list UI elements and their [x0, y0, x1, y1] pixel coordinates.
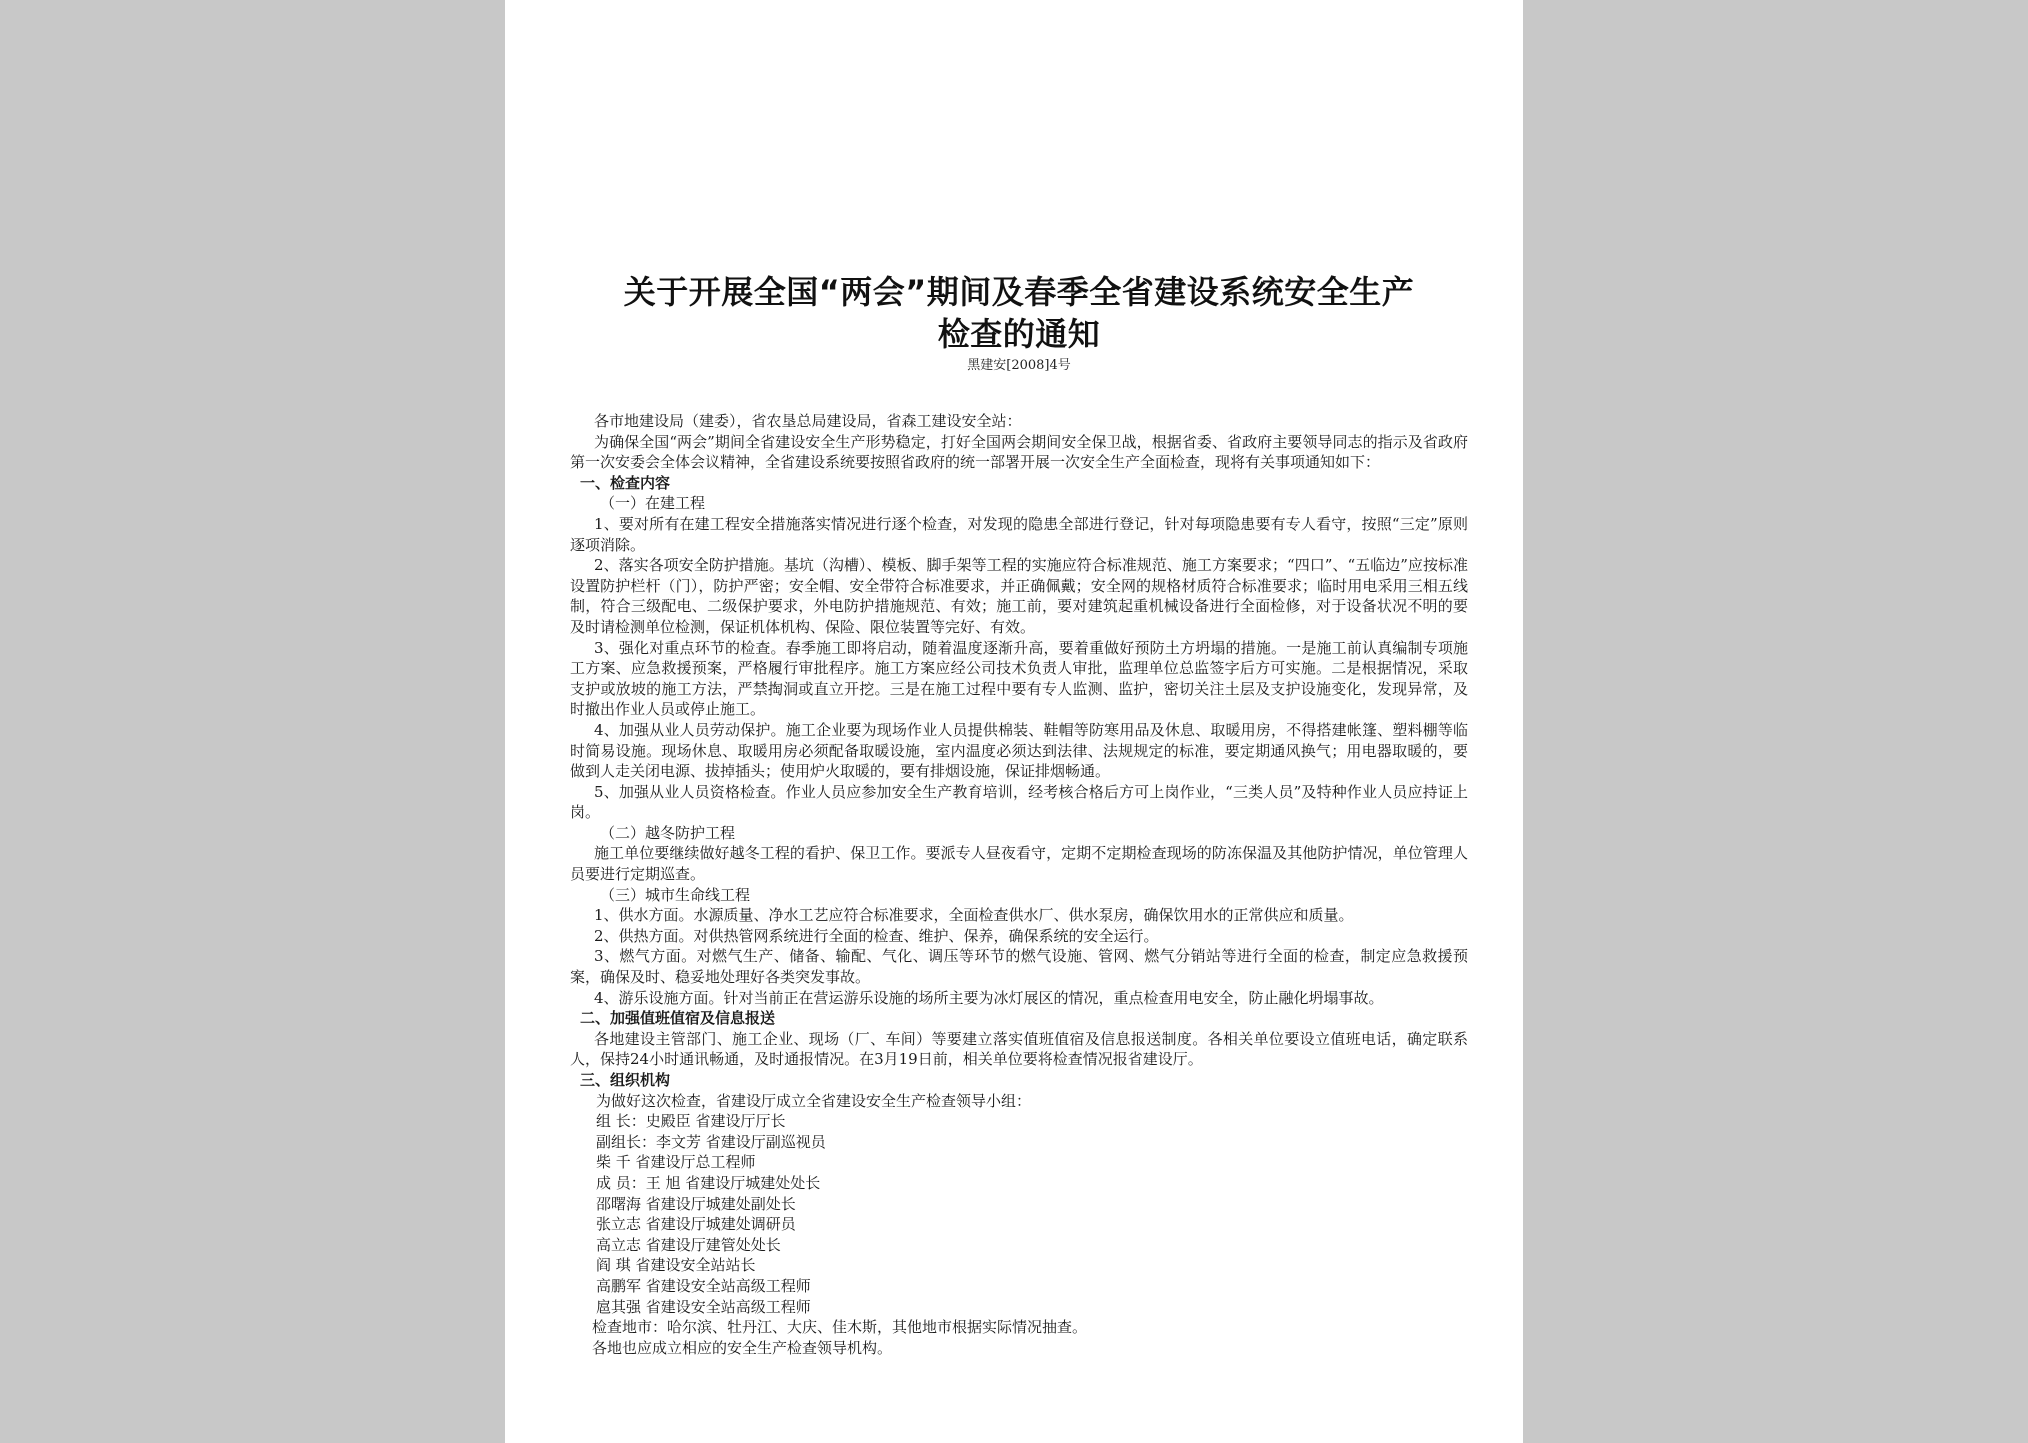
section-3-intro: 为做好这次检查，省建设厅成立全省建设安全生产检查领导小组：: [596, 1091, 1032, 1110]
title-line-1: 关于开展全国“两会”期间及春季全省建设系统安全生产: [623, 273, 1415, 311]
subsection-heading-3: （三）城市生命线工程: [600, 885, 751, 904]
paragraph-1-3: 3、强化对重点环节的检查。春季施工即将启动，随着温度逐渐升高，要着重做好预防土方坍塌的措施。一是施工前认真编制专项施工方案、应急救援预案，严格履行审批程序。施工方案应经公司技术负责人审批，监理单位总监签字后方可实施。二是根据情况，采取支护或放坡的施工方法，严禁掏洞或直立开挖。三是在施工过程中要有专人监测、监护，密切关注土层及支护设施变化，发现异常，及时撤出作业人员或停止施工。: [570, 638, 1468, 719]
paragraph-3-2: 2、供热方面。对供热管网系统进行全面的检查、维护、保养，确保系统的安全运行。: [594, 926, 1159, 945]
member-line: 高立志 省建设厅建管处处长: [596, 1235, 781, 1254]
section-heading-1: 一、检查内容: [580, 473, 671, 492]
member-line: 成 员：王 旭 省建设厅城建处处长: [596, 1173, 821, 1192]
section-heading-3: 三、组织机构: [580, 1071, 671, 1089]
paragraph-1-4: 4、加强从业人员劳动保护。施工企业要为现场作业人员提供棉装、鞋帽等防寒用品及休息、取暖用房，不得搭建帐篷、塑料棚等临时简易设施。现场休息、取暖用房必须配备取暖设施，室内温度必须达到法律、法规规定的标准，要定期通风换气；用电器取暖的，要做到人走关闭电源、拔掉插头；使用炉火取暖的，要有排烟设施，保证排烟畅通。: [570, 720, 1468, 781]
member-line: 扈其强 省建设安全站高级工程师: [596, 1297, 811, 1316]
member-line: 组 长：史殿臣 省建设厅厅长: [596, 1112, 786, 1131]
subsection-heading-1: （一）在建工程: [600, 494, 706, 513]
paragraph-1-5: 5、加强从业人员资格检查。作业人员应参加安全生产教育培训，经考核合格后方可上岗作业，“三类人员”及特种作业人员应持证上岗。: [570, 782, 1468, 822]
member-line: 阎 琪 省建设安全站站长: [596, 1256, 756, 1275]
paragraph-1-1: 1、要对所有在建工程安全措施落实情况进行逐个检查，对发现的隐患全部进行登记，针对每项隐患要有专人看守，按照“三定”原则逐项消除。: [570, 514, 1468, 554]
document-title: [570, 271, 1468, 355]
document-body: [570, 411, 1468, 1358]
member-line: 张立志 省建设厅城建处调研员: [596, 1215, 796, 1234]
subsection-heading-2: （二）越冬防护工程: [600, 823, 736, 842]
paragraph-3-3: 3、燃气方面。对燃气生产、储备、输配、气化、调压等环节的燃气设施、管网、燃气分销站等进行全面的检查，制定应急救援预案，确保及时、稳妥地处理好各类突发事故。: [570, 947, 1468, 987]
paragraph-3-1: 1、供水方面。水源质量、净水工艺应符合标准要求，全面检查供水厂、供水泵房，确保饮用水的正常供应和质量。: [594, 906, 1354, 925]
section-2-paragraph: 各地建设主管部门、施工企业、现场（厂、车间）等要建立落实值班值宿及信息报送制度。各相关单位要设立值班电话，确定联系人，保持24小时通讯畅通，及时通报情况。在3月19日前，相关单位要将检查情况报省建设厅。: [570, 1029, 1468, 1069]
title-line-2: 检查的通知: [937, 315, 1101, 353]
closing-line: 各地也应成立相应的安全生产检查领导机构。: [592, 1338, 893, 1357]
section-heading-2: 二、加强值班值宿及信息报送: [580, 1009, 776, 1028]
document-page: [505, 0, 1523, 1443]
member-line: 邵曙海 省建设厅城建处副处长: [596, 1194, 796, 1213]
document-content: [570, 271, 1468, 1358]
paragraph-3-4: 4、游乐设施方面。针对当前正在营运游乐设施的场所主要为冰灯展区的情况，重点检查用电安全，防止融化坍塌事故。: [594, 988, 1384, 1007]
paragraph-1-2: 2、落实各项安全防护措施。基坑（沟槽）、模板、脚手架等工程的实施应符合标准规范、施工方案要求；“四口”、“五临边”应按标准设置防护栏杆（门），防护严密；安全帽、安全带符合标准要求，并正确佩戴；安全网的规格材质符合标准要求；临时用电采用三相五线制，符合三级配电、二级保护要求，外电防护措施规范、有效；施工前，要对建筑起重机械设备进行全面检修，对于设备状况不明的要及时请检测单位检测，保证机体机构、保险、限位装置等完好、有效。: [570, 556, 1468, 636]
member-line: 柴 千 省建设厅总工程师: [596, 1153, 756, 1172]
member-line: 副组长：李文芳 省建设厅副巡视员: [596, 1132, 826, 1151]
document-number: 黑建安[2008]4号: [967, 358, 1071, 373]
intro-paragraph: 为确保全国“两会”期间全省建设安全生产形势稳定，打好全国两会期间安全保卫战，根据省委、省政府主要领导同志的指示及省政府第一次安委会全体会议精神，全省建设系统要按照省政府的统一部署开展一次安全生产全面检查，现将有关事项通知如下：: [570, 432, 1468, 472]
paragraph-2-1: 施工单位要继续做好越冬工程的看护、保卫工作。要派专人昼夜看守，定期不定期检查现场的防冻保温及其他防护情况，单位管理人员要进行定期巡查。: [570, 844, 1468, 884]
inspection-cities: 检查地市：哈尔滨、牡丹江、大庆、佳木斯，其他地市根据实际情况抽查。: [592, 1318, 1088, 1337]
salutation: 各市地建设局（建委），省农垦总局建设局，省森工建设安全站：: [594, 412, 1022, 430]
member-line: 高鹏军 省建设安全站高级工程师: [596, 1276, 811, 1295]
